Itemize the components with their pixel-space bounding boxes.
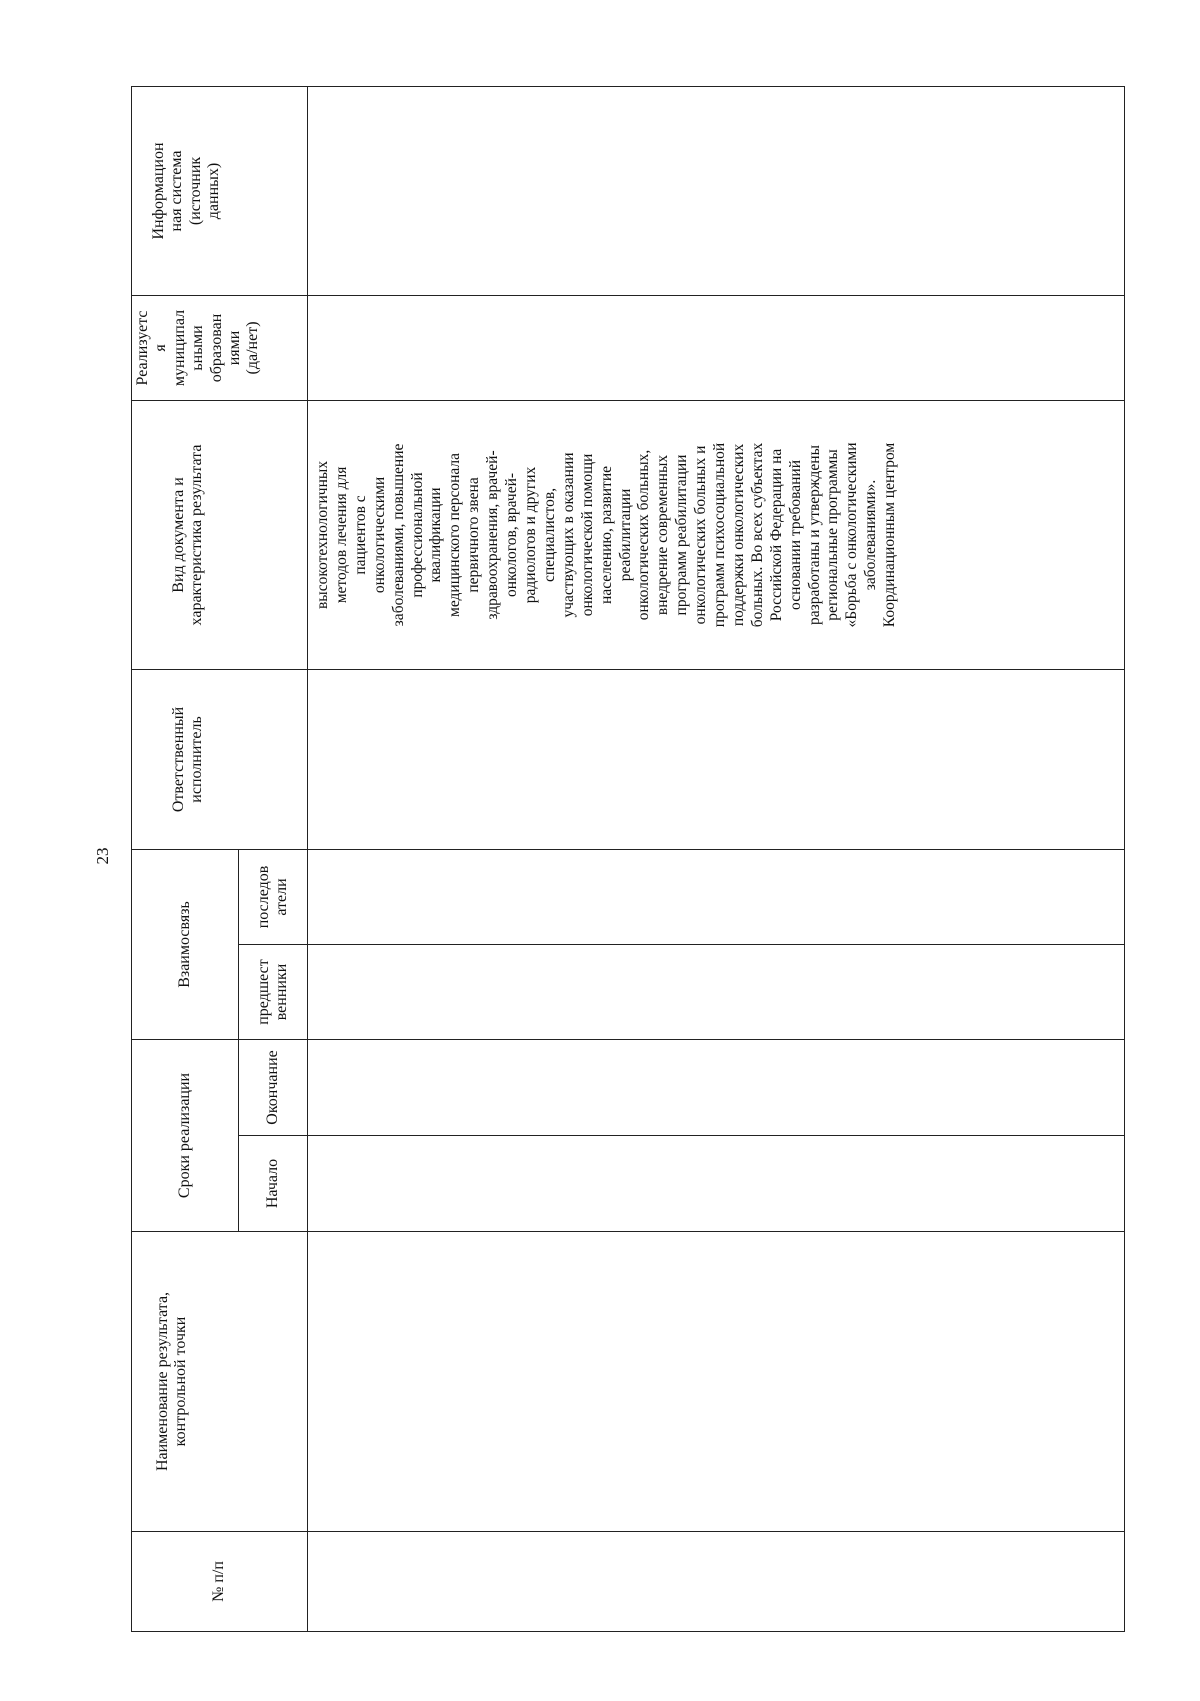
header-responsible: Ответственный исполнитель	[132, 669, 308, 849]
cell-start	[308, 1136, 1125, 1232]
header-terms-end: Окончание	[239, 1039, 308, 1135]
results-table-container	[131, 87, 1121, 1632]
cell-end	[308, 1039, 1125, 1135]
header-relation-pred: предшест венники	[239, 944, 308, 1039]
header-name: Наименование результата, контрольной точки	[132, 1232, 308, 1532]
cell-responsible	[308, 669, 1125, 849]
header-terms: Сроки реализации	[132, 1039, 239, 1231]
header-municipal: Реализуетс я муниципал ьными образован иями (да/нет)	[132, 295, 308, 400]
cell-info-system	[308, 86, 1125, 295]
header-relation-next: последов атели	[239, 849, 308, 944]
results-table	[131, 86, 1125, 1632]
header-num: № п/п	[132, 1532, 308, 1632]
document-description-text: высокотехнологичных методов лечения для пациентов с онкологическими заболеваниями, повышение профессиональной квалификации медицинского персонала первичного звена здравоохранения, врачей- онкологов, врачей- радиологов и других специалистов, участвующих в оказании онкологической помощи населению, развитие реабилитации онкологических больных, внедрение современных программ реабилитации онкологических больных и программ психосоциальной поддержки онкологических больных. Во всех субъектах Российской Федерации на основании требований разработаны и утверждены региональные программы «Борьба с онкологическими заболеваниями». Координационным центром	[314, 442, 899, 628]
cell-document	[308, 400, 1125, 669]
cell-num	[308, 1532, 1125, 1632]
cell-name	[308, 1232, 1125, 1532]
page-number: 23	[93, 847, 112, 865]
cell-pred	[308, 944, 1125, 1039]
cell-municipal	[308, 295, 1125, 400]
table-row	[308, 86, 1125, 1631]
header-info-system: Информацион ная система (источник данных)	[132, 86, 308, 295]
header-terms-start: Начало	[239, 1136, 308, 1232]
header-document: Вид документа и характеристика результата	[132, 400, 308, 669]
header-relation: Взаимосвязь	[132, 849, 239, 1039]
table-header-row	[132, 86, 239, 1631]
cell-next	[308, 849, 1125, 944]
